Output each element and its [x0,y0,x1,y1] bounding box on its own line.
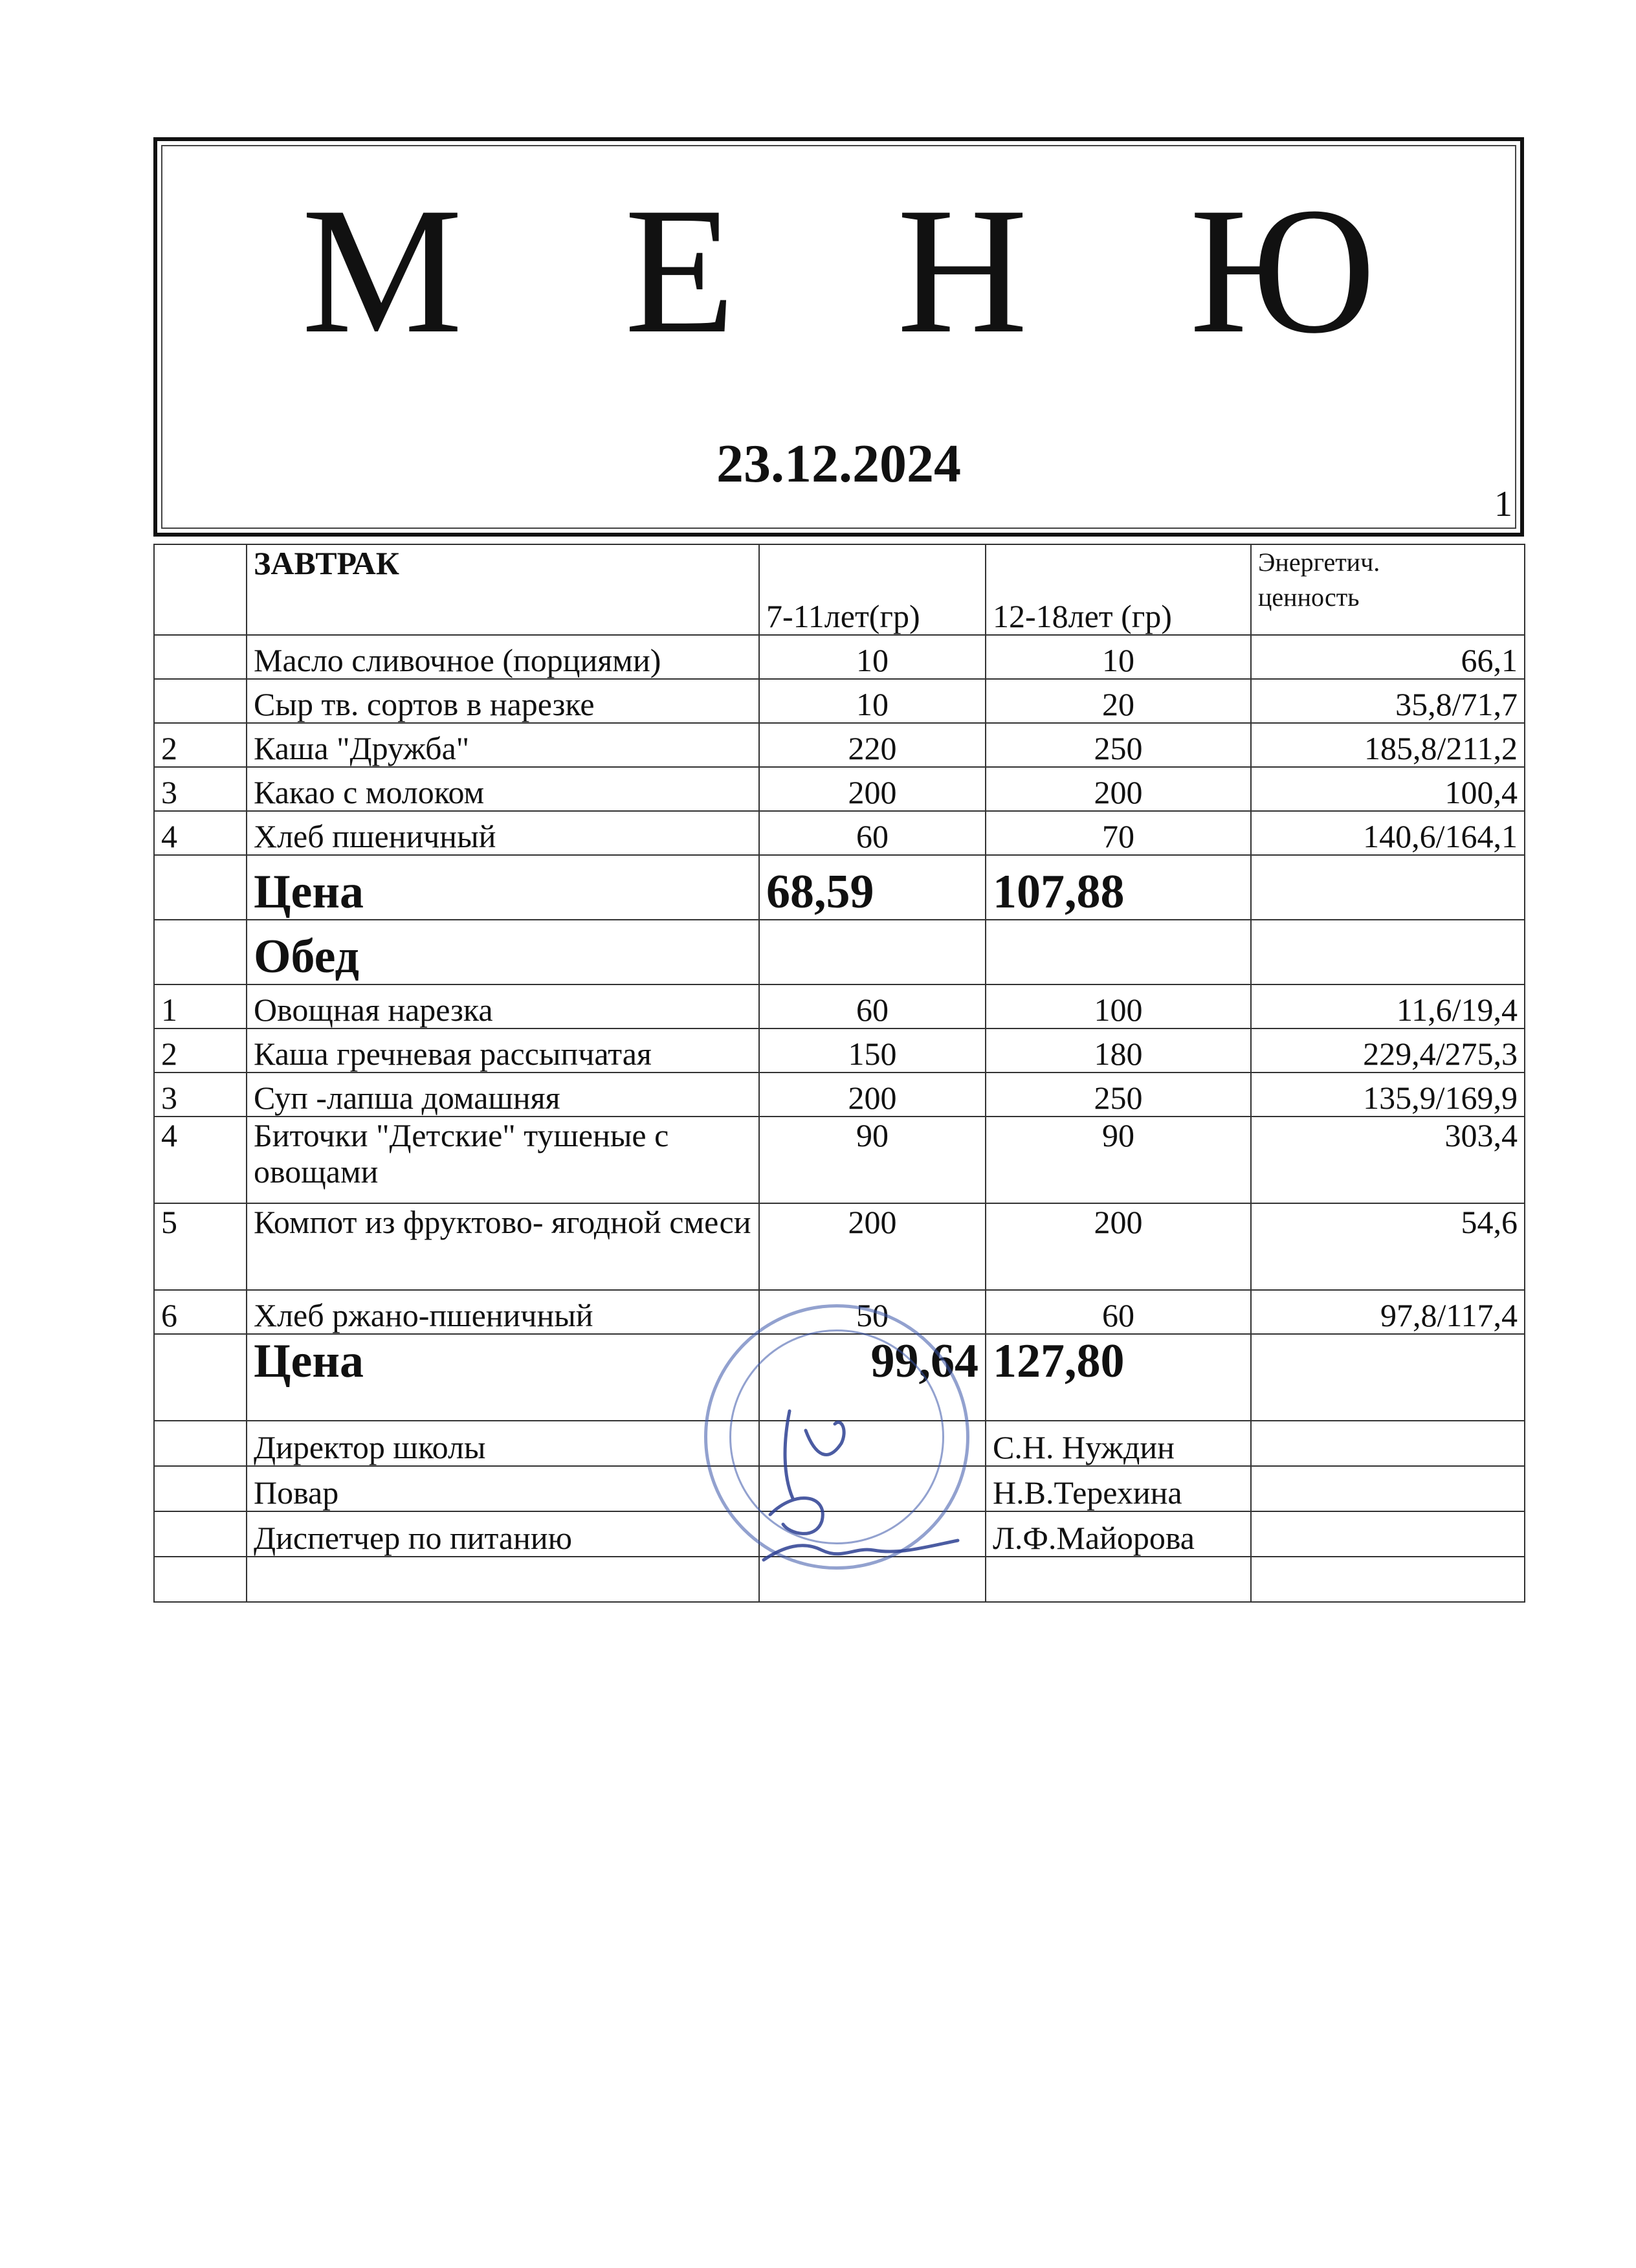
portion-12-18: 250 [986,723,1251,767]
portion-12-18: 200 [986,767,1251,811]
breakfast-price-row [154,855,1525,920]
dish-name: Масло сливочное (порциями) [247,635,759,679]
table-row [154,767,1525,811]
table-row [154,1117,1525,1203]
row-number: 3 [154,1073,247,1117]
portion-12-18: 200 [986,1203,1251,1290]
dish-name: Каша "Дружба" [247,723,759,767]
portion-7-11: 50 [759,1290,986,1334]
table-row [154,1073,1525,1117]
price-12-18: 107,88 [986,855,1251,920]
handwritten-signature [744,1385,990,1579]
portion-7-11: 200 [759,1203,986,1290]
portion-7-11: 150 [759,1028,986,1073]
portion-7-11: 200 [759,1073,986,1117]
dish-name: Биточки "Детские" тушеные с овощами [247,1117,759,1203]
energy-value: 97,8/117,4 [1251,1290,1525,1334]
portion-12-18: 20 [986,679,1251,723]
portion-7-11: 10 [759,635,986,679]
dish-name: Каша гречневая рассыпчатая [247,1028,759,1073]
portion-7-11: 60 [759,811,986,855]
signature-role: Директор школы [247,1421,759,1466]
signature-name: Н.В.Терехина [986,1466,1251,1511]
energy-value: 229,4/275,3 [1251,1028,1525,1073]
portion-12-18: 180 [986,1028,1251,1073]
row-number: 4 [154,1117,247,1203]
portion-12-18: 100 [986,984,1251,1028]
dish-name: Овощная нарезка [247,984,759,1028]
energy-value: 185,8/211,2 [1251,723,1525,767]
signature-role: Диспетчер по питанию [247,1511,759,1557]
price-label: Цена [247,855,759,920]
table-row [154,1203,1525,1290]
table-row [154,723,1525,767]
row-number: 6 [154,1290,247,1334]
menu-title-box [153,137,1524,537]
row-number: 2 [154,723,247,767]
energy-value: 11,6/19,4 [1251,984,1525,1028]
header-row [154,544,1525,635]
energy-value: 140,6/164,1 [1251,811,1525,855]
dish-name: Компот из фруктово- ягодной смеси [247,1203,759,1290]
table-row [154,679,1525,723]
dish-name: Хлеб ржано-пшеничный [247,1290,759,1334]
portion-7-11: 60 [759,984,986,1028]
portion-12-18: 250 [986,1073,1251,1117]
portion-12-18: 70 [986,811,1251,855]
header-breakfast: ЗАВТРАК [247,544,759,635]
energy-value: 54,6 [1251,1203,1525,1290]
dish-name: Суп -лапша домашняя [247,1073,759,1117]
price-7-11: 99,64 [759,1334,986,1421]
energy-value: 303,4 [1251,1117,1525,1203]
dish-name: Какао с молоком [247,767,759,811]
portion-7-11: 10 [759,679,986,723]
lunch-label: Обед [247,920,759,984]
price-12-18: 127,80 [986,1334,1251,1421]
energy-value: 66,1 [1251,635,1525,679]
portion-12-18: 60 [986,1290,1251,1334]
header-age-12-18: 12-18лет (гр) [986,544,1251,635]
menu-date: 23.12.2024 [716,434,961,494]
header-energy [1251,544,1525,635]
menu-title: М Е Н Ю [302,170,1434,371]
signature-role: Повар [247,1466,759,1511]
signature-name: С.Н. Нуждин [986,1421,1251,1466]
row-number: 1 [154,984,247,1028]
price-7-11: 68,59 [759,855,986,920]
portion-7-11: 200 [759,767,986,811]
energy-value: 100,4 [1251,767,1525,811]
signature-name: Л.Ф.Майорова [986,1511,1251,1557]
table-row [154,984,1525,1028]
header-energy-line1: Энергетич. [1258,548,1380,577]
row-number: 2 [154,1028,247,1073]
price-label: Цена [247,1334,759,1421]
energy-value: 35,8/71,7 [1251,679,1525,723]
table-row [154,811,1525,855]
portion-7-11: 220 [759,723,986,767]
row-number [154,679,247,723]
table-row [154,1028,1525,1073]
row-number: 3 [154,767,247,811]
header-age-7-11: 7-11лет(гр) [759,544,986,635]
table-row [154,635,1525,679]
row-number [154,635,247,679]
portion-12-18: 10 [986,635,1251,679]
row-number: 5 [154,1203,247,1290]
header-energy-line2: ценность [1258,583,1360,612]
dish-name: Сыр тв. сортов в нарезке [247,679,759,723]
portion-12-18: 90 [986,1117,1251,1203]
dish-name: Хлеб пшеничный [247,811,759,855]
portion-7-11: 90 [759,1117,986,1203]
lunch-header-row [154,920,1525,984]
row-number: 4 [154,811,247,855]
energy-value: 135,9/169,9 [1251,1073,1525,1117]
page-number: 1 [1494,484,1512,524]
header-num-cell [154,544,247,635]
